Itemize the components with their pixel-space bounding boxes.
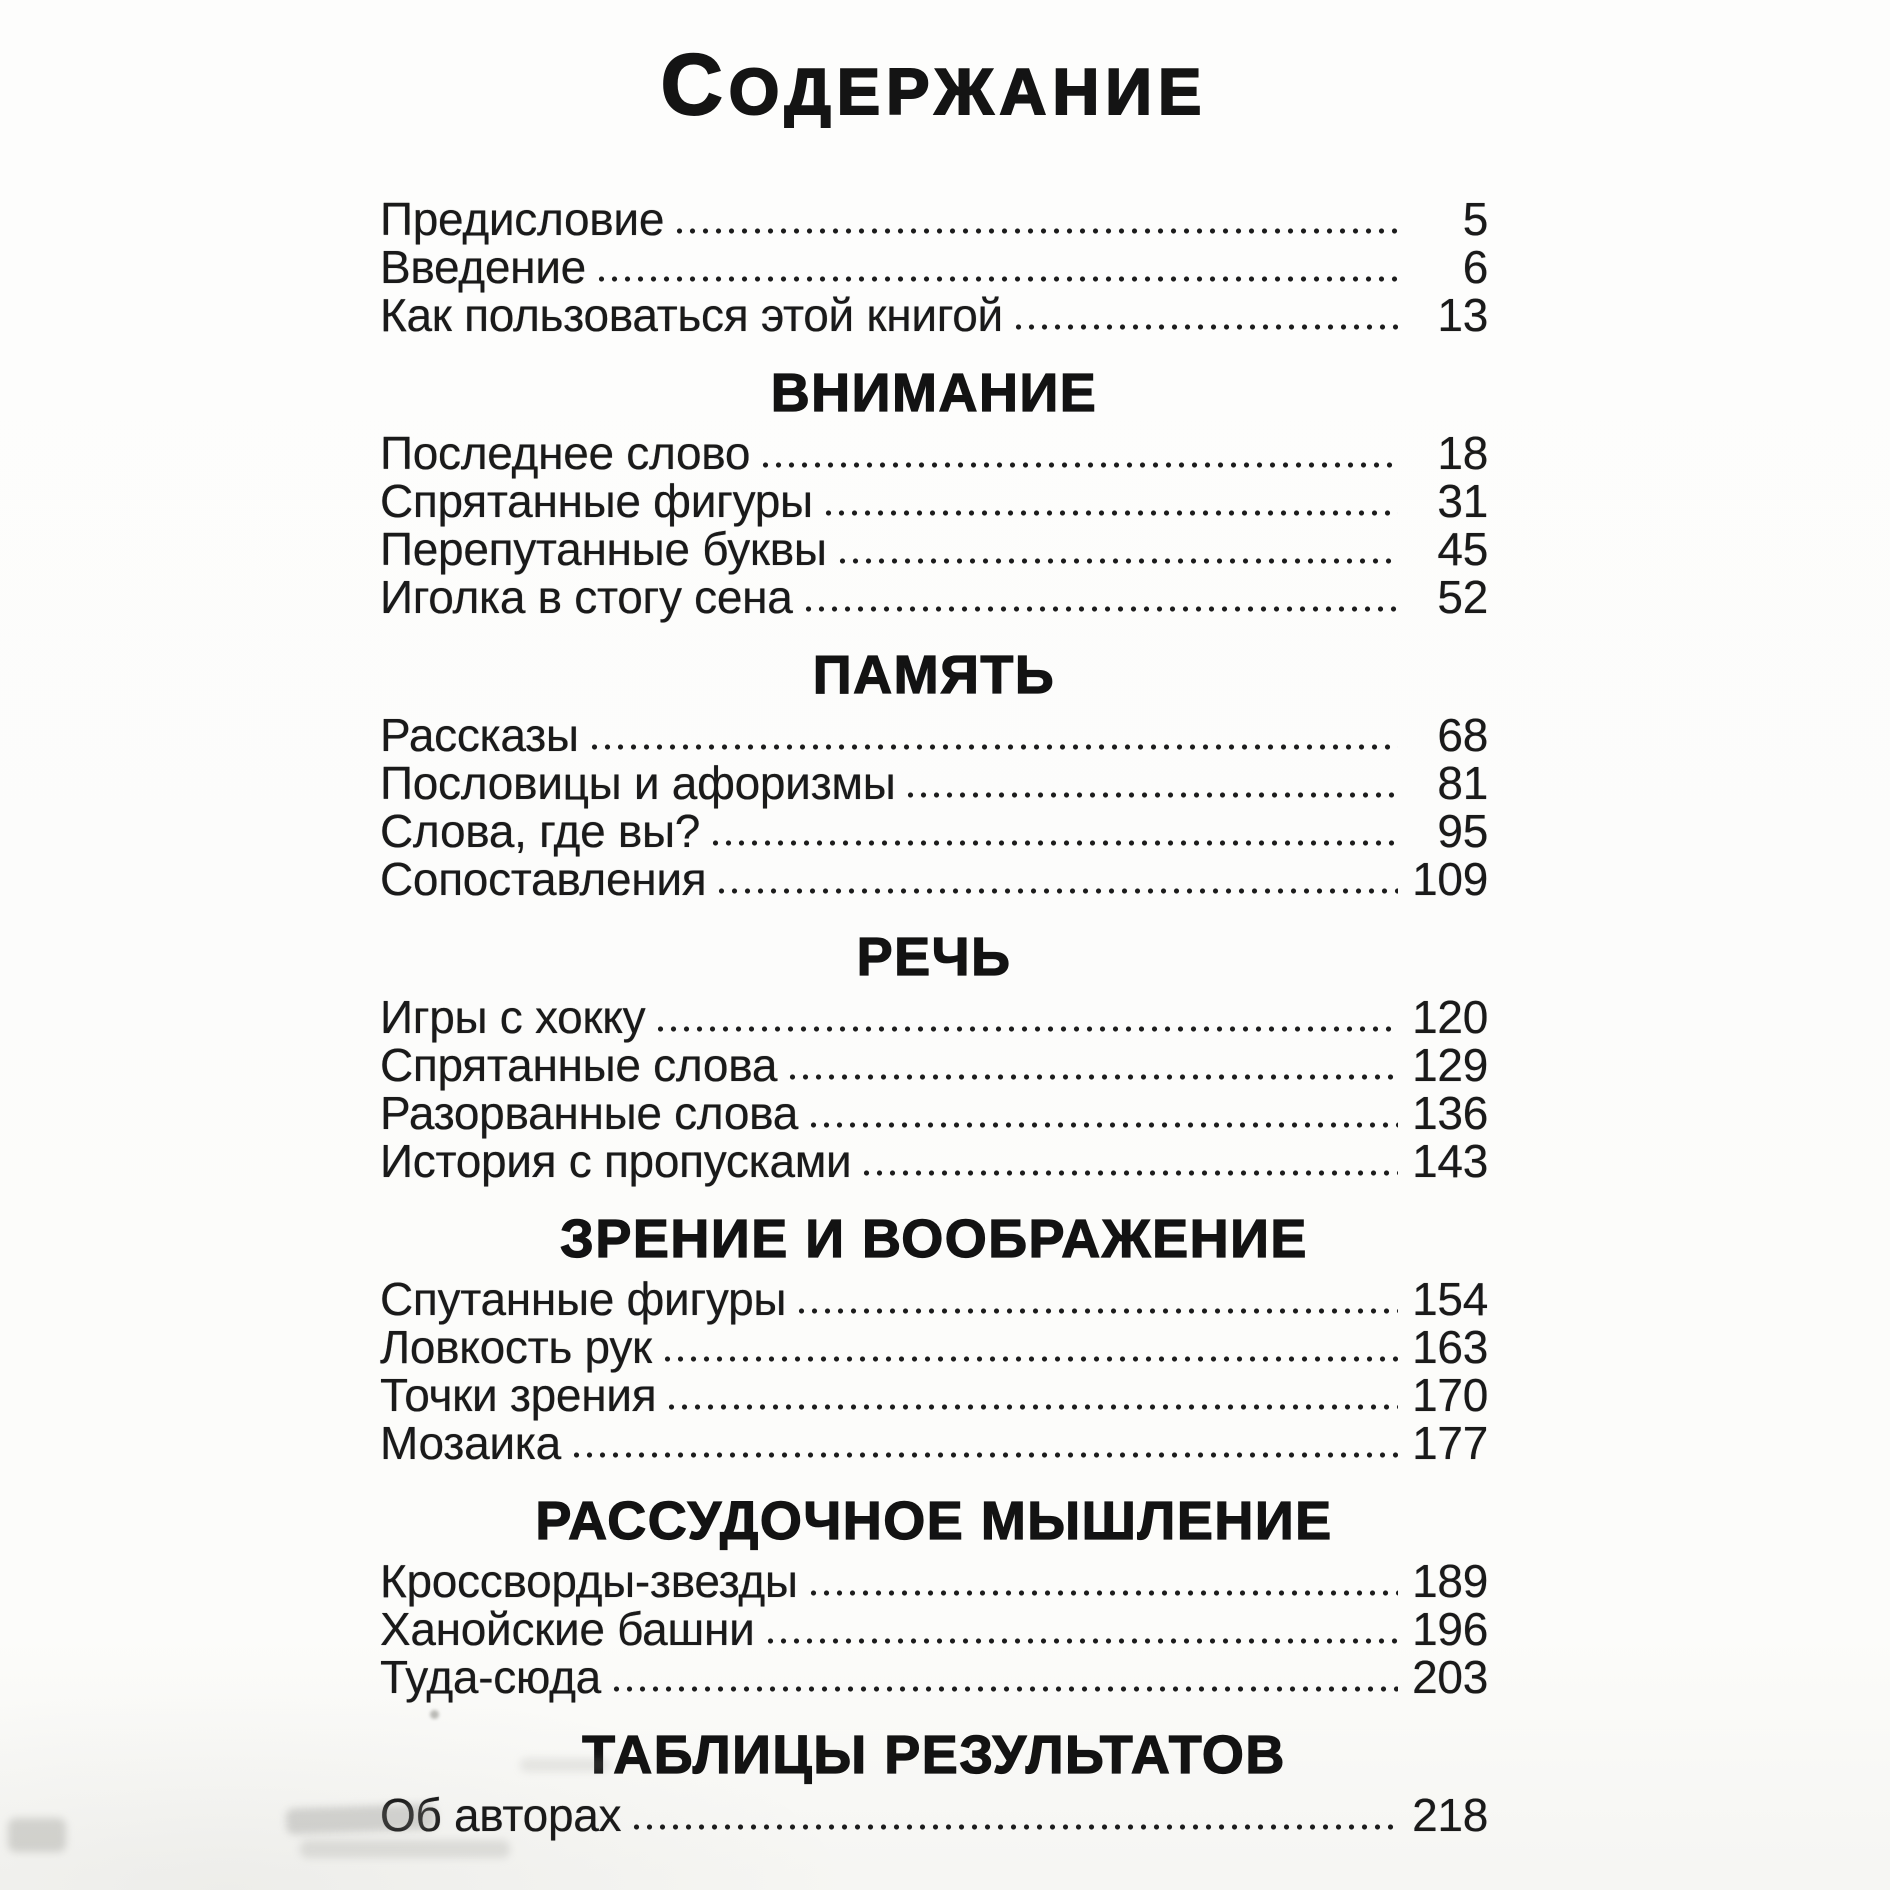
scan-speck: [430, 1710, 439, 1719]
toc-entry-page-number: 52: [1437, 571, 1488, 623]
toc-entry: [380, 759, 1488, 807]
toc-entry-page-number: 6: [1462, 241, 1488, 293]
toc-entry-page-number: 120: [1412, 991, 1488, 1043]
toc-entry: [380, 243, 1488, 291]
dot-leader: [715, 886, 1398, 896]
table-of-contents: [380, 195, 1488, 1839]
toc-entry: [380, 807, 1488, 855]
dot-leader: [807, 1588, 1398, 1598]
toc-entry-label: Перепутанные буквы: [380, 523, 827, 575]
toc-entry-label: Туда-сюда: [380, 1651, 601, 1703]
toc-entry-page-number: 18: [1437, 427, 1488, 479]
dot-leader: [807, 1120, 1398, 1130]
toc-entry-label: Спрятанные фигуры: [380, 475, 813, 527]
scan-ghost-mark: [8, 1818, 66, 1852]
dot-leader: [836, 556, 1398, 566]
toc-entry-label: Иголка в стогу сена: [380, 571, 793, 623]
dot-leader: [570, 1450, 1398, 1460]
page-title-initial: С: [660, 37, 729, 133]
section-heading: РЕЧЬ: [856, 927, 1012, 987]
toc-entry: [380, 477, 1488, 525]
toc-entry-page-number: 177: [1412, 1417, 1488, 1469]
section-heading: ПАМЯТЬ: [812, 645, 1056, 705]
page-title-rest: ОДЕРЖАНИЕ: [728, 55, 1208, 128]
toc-entry: [380, 525, 1488, 573]
section-heading: ЗРЕНИЕ И ВООБРАЖЕНИЕ: [560, 1209, 1308, 1269]
toc-entry: [380, 195, 1488, 243]
toc-entry-label: Об авторах: [380, 1789, 622, 1841]
dot-leader: [709, 838, 1398, 848]
toc-entry-page-number: 31: [1437, 475, 1488, 527]
toc-entry-page-number: 129: [1412, 1039, 1488, 1091]
scan-ghost-mark: [520, 1758, 610, 1772]
toc-entry: [380, 1089, 1488, 1137]
toc-entry-label: Ханойские башни: [380, 1603, 755, 1655]
toc-entry-page-number: 5: [1462, 193, 1488, 245]
section-heading: ВНИМАНИЕ: [770, 363, 1098, 423]
toc-entry-label: Введение: [380, 241, 586, 293]
dot-leader: [764, 1636, 1398, 1646]
dot-leader: [822, 508, 1398, 518]
toc-entry-page-number: 45: [1437, 523, 1488, 575]
toc-entry: [380, 1323, 1488, 1371]
toc-entry-label: Слова, где вы?: [380, 805, 701, 857]
toc-entry: [380, 1419, 1488, 1467]
toc-entry-page-number: 189: [1412, 1555, 1488, 1607]
dot-leader: [610, 1684, 1398, 1694]
toc-entry: [380, 1557, 1488, 1605]
dot-leader: [1012, 322, 1398, 332]
dot-leader: [759, 460, 1398, 470]
toc-entry-label: История с пропусками: [380, 1135, 852, 1187]
toc-entry: [380, 1791, 1488, 1839]
toc-entry-label: Кроссворды-звезды: [380, 1555, 798, 1607]
toc-entry-page-number: 170: [1412, 1369, 1488, 1421]
toc-entry: [380, 855, 1488, 903]
toc-entry-label: Как пользоваться этой книгой: [380, 289, 1003, 341]
toc-entry: [380, 1137, 1488, 1185]
dot-leader: [904, 790, 1398, 800]
toc-entry-page-number: 109: [1412, 853, 1488, 905]
dot-leader: [665, 1402, 1398, 1412]
toc-entry: [380, 993, 1488, 1041]
toc-entry-page-number: 81: [1437, 757, 1488, 809]
toc-entry: [380, 1371, 1488, 1419]
toc-entry-page-number: 154: [1412, 1273, 1488, 1325]
toc-entry-page-number: 68: [1437, 709, 1488, 761]
toc-entry-label: Игры с хокку: [380, 991, 646, 1043]
toc-entry-label: Предисловие: [380, 193, 665, 245]
toc-entry-page-number: 196: [1412, 1603, 1488, 1655]
dot-leader: [661, 1354, 1398, 1364]
toc-entry: [380, 1275, 1488, 1323]
toc-entry-label: Спутанные фигуры: [380, 1273, 787, 1325]
dot-leader: [595, 274, 1398, 284]
toc-entry-page-number: 136: [1412, 1087, 1488, 1139]
toc-entry: [380, 573, 1488, 621]
dot-leader: [786, 1072, 1398, 1082]
scan-ghost-mark: [286, 1803, 437, 1834]
toc-entry-page-number: 163: [1412, 1321, 1488, 1373]
toc-entry: [380, 429, 1488, 477]
toc-entry: [380, 1041, 1488, 1089]
toc-entry-label: Точки зрения: [380, 1369, 657, 1421]
dot-leader: [795, 1306, 1398, 1316]
toc-entry-page-number: 143: [1412, 1135, 1488, 1187]
toc-entry-label: Мозаика: [380, 1417, 561, 1469]
toc-entry-page-number: 203: [1412, 1651, 1488, 1703]
toc-entry-label: Пословицы и афоризмы: [380, 757, 896, 809]
toc-entry: [380, 1653, 1488, 1701]
toc-entry: [380, 1605, 1488, 1653]
section-heading: ТАБЛИЦЫ РЕЗУЛЬТАТОВ: [582, 1725, 1286, 1785]
dot-leader: [588, 742, 1398, 752]
dot-leader: [673, 226, 1398, 236]
toc-entry-page-number: 218: [1412, 1789, 1488, 1841]
toc-entry-page-number: 13: [1437, 289, 1488, 341]
toc-entry-label: Сопоставления: [380, 853, 707, 905]
dot-leader: [654, 1024, 1398, 1034]
toc-entry-page-number: 95: [1437, 805, 1488, 857]
toc-entry-label: Ловкость рук: [380, 1321, 652, 1373]
toc-entry: [380, 291, 1488, 339]
page-title: [380, 37, 1488, 137]
dot-leader: [802, 604, 1398, 614]
section-heading: РАССУДОЧНОЕ МЫШЛЕНИЕ: [535, 1491, 1333, 1551]
dot-leader: [630, 1822, 1398, 1832]
scan-ghost-mark: [300, 1840, 510, 1858]
toc-entry-label: Спрятанные слова: [380, 1039, 778, 1091]
toc-entry: [380, 711, 1488, 759]
toc-entry-label: Последнее слово: [380, 427, 751, 479]
toc-entry-label: Разорванные слова: [380, 1087, 799, 1139]
dot-leader: [860, 1168, 1398, 1178]
toc-entry-label: Рассказы: [380, 709, 579, 761]
